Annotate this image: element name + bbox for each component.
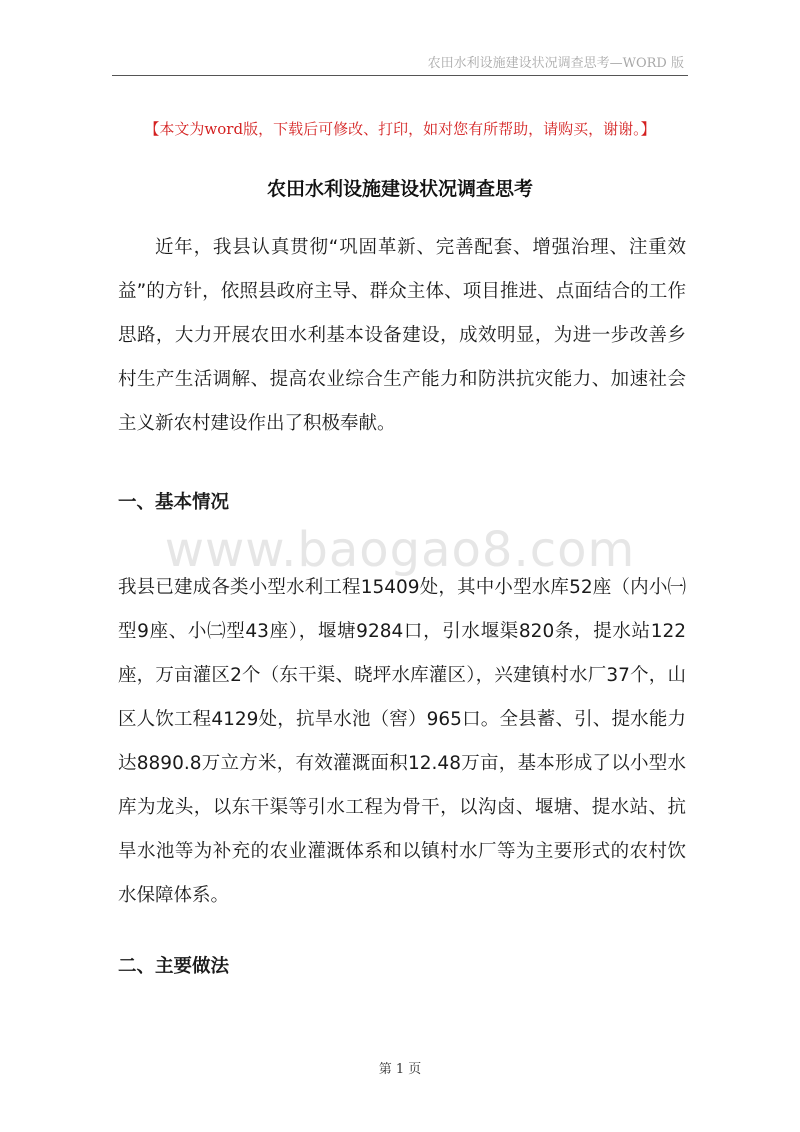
purchase-notice: 【本文为word版，下载后可修改、打印，如对您有所帮助，请购买，谢谢。】 [144, 120, 656, 138]
header-divider [112, 75, 688, 76]
watermark: www.baogao8.com [164, 522, 636, 578]
document-title: 农田水利设施建设状况调查思考 [266, 178, 533, 200]
page-number: 第 1 页 [378, 1062, 422, 1077]
running-header: 农田水利设施建设状况调查思考—WORD 版 [427, 56, 684, 71]
section-heading-basic-situation: 一、基本情况 [118, 492, 230, 513]
intro-paragraph: 近年，我县认真贯彻“巩固革新、完善配套、增强治理、注重效益”的方针，依照县政府主导、群众主体、项目推进、点面结合的工作思路，大力开展农田水利基本设备建设，成效明显，为进一步改善乡村生产生活调解、提高农业综合生产能力和防洪抗灾能力、加速社会主义新农村建设作出了积极奉献。 [118, 237, 686, 434]
section-heading-main-practices: 二、主要做法 [118, 956, 230, 977]
section1-paragraph: 我县已建成各类小型水利工程15409处，其中小型水库52座（内小㈠型9座、小㈡型43座），堰塘9284口，引水堰渠820条，提水站122座，万亩灌区2个（东干渠、晓坪水库灌区），兴建镇村水厂37个，山区人饮工程4129处，抗旱水池（窖）965口。全县蓄、引、提水能力达8890.8万立方米，有效灌溉面积12.48万亩，基本形成了以小型水库为龙头，以东干渠等引水工程为骨干，以沟卤、堰塘、提水站、抗旱水池等为补充的农业灌溉体系和以镇村水厂等为主要形式的农村饮水保障体系。 [118, 577, 686, 906]
